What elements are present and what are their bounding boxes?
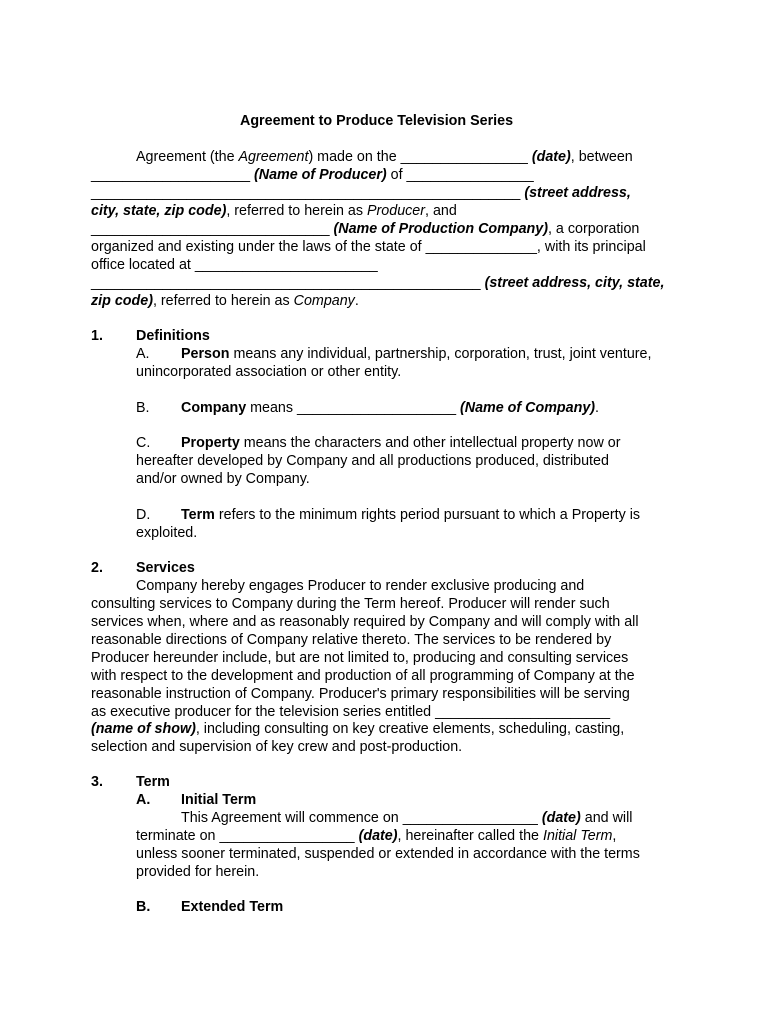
item-letter: B. <box>136 400 150 416</box>
definition-line: unincorporated association or other entity. <box>136 364 402 380</box>
paragraph-line: Company hereby engages Producer to render exclusive producing and <box>136 578 585 594</box>
definition-line: Property means the characters and other intellectual property now or <box>181 435 621 451</box>
paragraph-line: services when, where and as reasonably required by Company and will comply with all <box>91 614 639 630</box>
preamble-line: office located at _______________________ <box>91 257 378 273</box>
paragraph-line: selection and supervision of key crew and post-production. <box>91 739 463 755</box>
section-number: 3. <box>91 774 103 790</box>
paragraph-line: Producer hereunder include, but are not limited to, producing and consulting services <box>91 650 629 666</box>
section-heading: Definitions <box>136 328 210 344</box>
paragraph-line: This Agreement will commence on _________________ (date) and will <box>181 810 633 826</box>
paragraph-line: unless sooner terminated, suspended or extended in accordance with the terms <box>136 846 640 862</box>
definition-line: hereafter developed by Company and all productions produced, distributed <box>136 453 609 469</box>
preamble-line: organized and existing under the laws of the state of ______________, with its principal <box>91 239 646 255</box>
preamble-line: zip code), referred to herein as Company. <box>91 293 359 309</box>
section-heading: Services <box>136 560 195 576</box>
subsection-letter: A. <box>136 792 151 808</box>
paragraph-line: as executive producer for the television series entitled ______________________ <box>91 704 611 720</box>
preamble-line: _________________________________________________ (street address, city, state, <box>91 275 665 291</box>
preamble-line: ______________________________________________________ (street address, <box>91 185 631 201</box>
definition-line: Company means ____________________ (Name of Company). <box>181 400 600 416</box>
item-letter: D. <box>136 507 151 523</box>
definition-line: exploited. <box>136 525 198 541</box>
section-heading: Term <box>136 774 170 790</box>
paragraph-line: with respect to the development and production of all programming of Company at the <box>91 668 635 684</box>
section-number: 2. <box>91 560 103 576</box>
definition-line: Person means any individual, partnership, corporation, trust, joint venture, <box>181 346 652 362</box>
subsection-heading: Extended Term <box>181 899 284 915</box>
preamble-line: ______________________________ (Name of Production Company), a corporation <box>91 221 640 237</box>
subsection-heading: Initial Term <box>181 792 257 808</box>
preamble-line: ____________________ (Name of Producer) of ________________ <box>91 167 534 183</box>
paragraph-line: terminate on _________________ (date), hereinafter called the Initial Term, <box>136 828 617 844</box>
subsection-letter: B. <box>136 899 151 915</box>
item-letter: C. <box>136 435 151 451</box>
section-number: 1. <box>91 328 103 344</box>
item-letter: A. <box>136 346 150 362</box>
definition-line: and/or owned by Company. <box>136 471 310 487</box>
page-title: Agreement to Produce Television Series <box>240 113 514 129</box>
preamble-line: city, state, zip code), referred to herein as Producer, and <box>91 203 457 219</box>
paragraph-line: provided for herein. <box>136 864 260 880</box>
paragraph-line: (name of show), including consulting on key creative elements, scheduling, casting, <box>91 721 625 737</box>
definition-line: Term refers to the minimum rights period pursuant to which a Property is <box>181 507 641 523</box>
preamble-line: Agreement (the Agreement) made on the ________________ (date), between <box>136 149 633 165</box>
paragraph-line: reasonable directions of Company relative thereto. The services to be rendered by <box>91 632 612 648</box>
paragraph-line: consulting services to Company during the Term hereof. Producer will render such <box>91 596 610 612</box>
paragraph-line: reasonable instruction of Company. Producer's primary responsibilities will be serving <box>91 686 630 702</box>
